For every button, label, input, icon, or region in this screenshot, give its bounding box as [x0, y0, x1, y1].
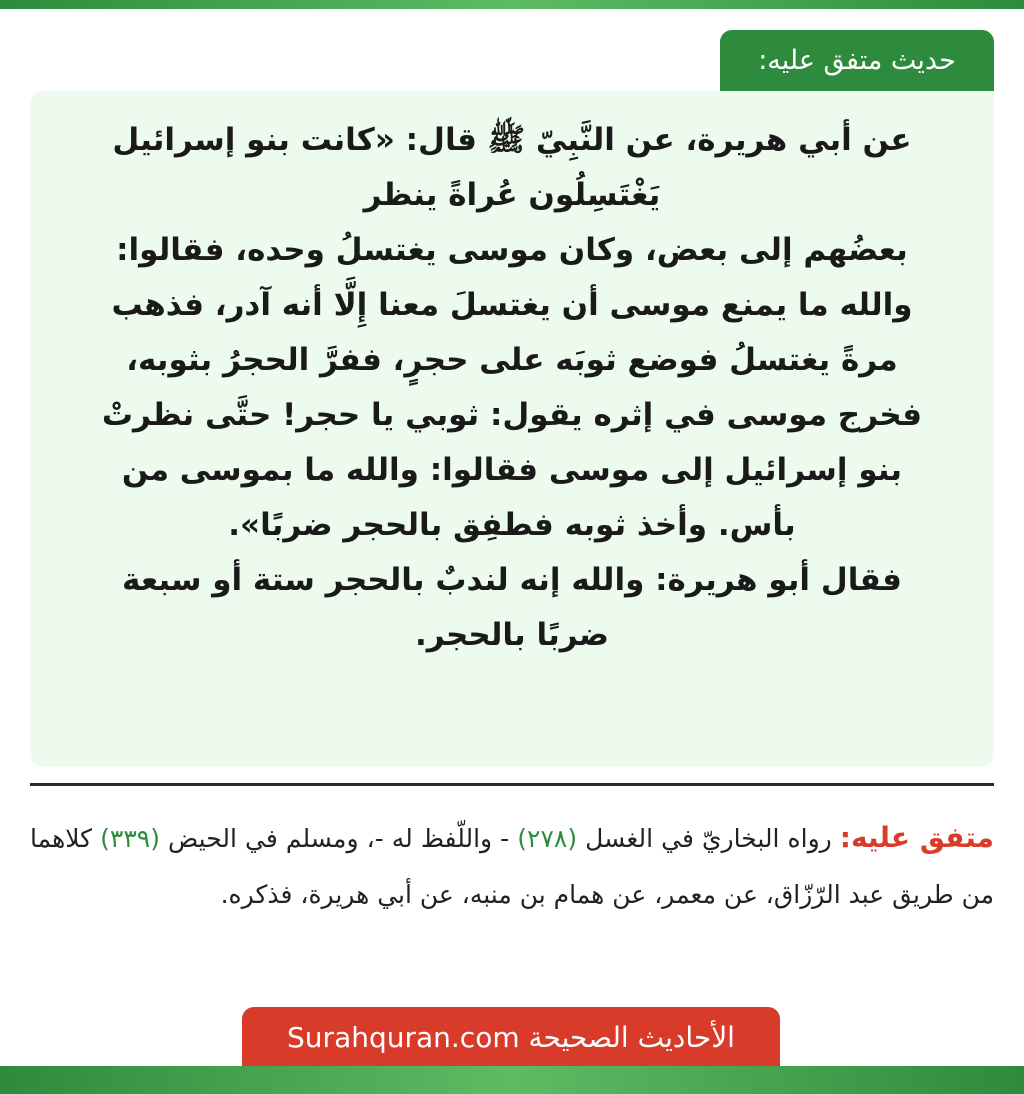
source-text: كلاهما من طريق عبد الرّزّاق، عن معمر، عن همام بن منبه، عن أبي هريرة، فذكره.	[30, 824, 994, 909]
bottom-accent-bar	[0, 1066, 1024, 1094]
hadith-line: ضربًا بالحجر.	[415, 617, 609, 653]
source-text: رواه البخاريّ في الغسل	[577, 824, 840, 853]
hadith-line: مرةً يغتسلُ فوضع ثوبَه على حجرٍ، ففرَّ الحجرُ بثوبه،	[126, 342, 898, 378]
top-accent-bar	[0, 0, 1024, 9]
hadith-box	[30, 91, 994, 767]
hadith-line: والله ما يمنع موسى أن يغتسلَ معنا إِلَّا أنه آدر، فذهب	[111, 287, 913, 323]
source-label: متفق عليه:	[839, 821, 994, 854]
hadith-line: بنو إسرائيل إلى موسى فقالوا: والله ما بموسى من	[121, 452, 903, 488]
hadith-line: يَغْتَسِلُون عُراةً ينظر	[363, 177, 661, 213]
hadith-line: عن أبي هريرة، عن النَّبِيّ ﷺ قال: «كانت بنو إسرائيل	[112, 122, 912, 158]
hadith-line: بعضُهم إلى بعض، وكان موسى يغتسلُ وحده، فقالوا:	[116, 232, 908, 268]
section-divider	[30, 783, 994, 786]
source-text: - واللّفظ له -، ومسلم في الحيض	[159, 824, 518, 853]
hadith-type-label: حديث متفق عليه:	[720, 30, 994, 92]
hadith-line: بأس. وأخذ ثوبه فطفِق بالحجر ضربًا».	[228, 507, 796, 543]
site-footer-label[interactable]: الأحاديث الصحيحة Surahquran.com	[242, 1007, 780, 1067]
hadith-line: فقال أبو هريرة: والله إنه لندبٌ بالحجر ستة أو سبعة	[122, 562, 902, 598]
source-citation	[30, 810, 994, 923]
hadith-line: فخرج موسى في إثره يقول: ثوبي يا حجر! حتَّى نظرتْ	[101, 397, 923, 433]
hadith-text	[52, 113, 972, 663]
bukhari-number: (٢٧٨)	[517, 824, 578, 853]
muslim-number: (٣٣٩)	[100, 824, 160, 853]
